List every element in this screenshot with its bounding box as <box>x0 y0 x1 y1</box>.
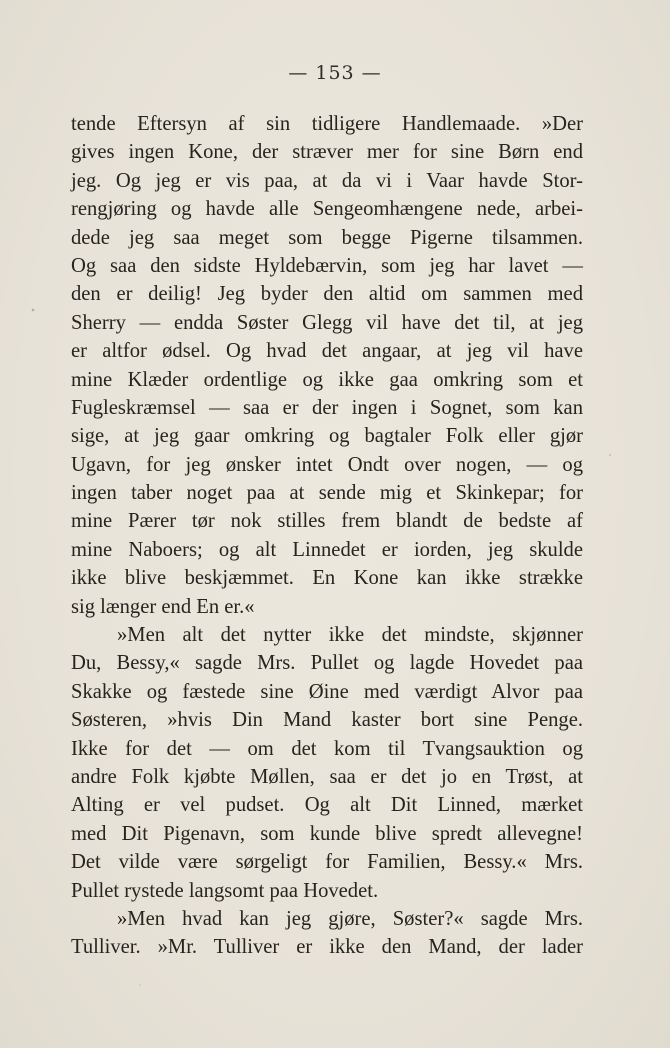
text-line: mine Pærer tør nok stilles frem blandt de bedste af <box>71 510 583 533</box>
text-line: Alting er vel pudset. Og alt Dit Linned, mærket <box>71 794 583 817</box>
text-line: mine Klæder ordentlige og ikke gaa omkring som et <box>71 368 583 391</box>
text-line: tende Eftersyn af sin tidligere Handlemaade. »Der <box>71 113 583 135</box>
text-line: med Dit Pigenavn, som kunde blive spredt allevegne! <box>71 822 583 845</box>
text-line: »Men alt det nytter ikke det mindste, skjønner <box>117 624 583 647</box>
text-line: rengjøring og havde alle Sengeomhængene nede, arbei- <box>71 198 583 221</box>
text-line: er altfor ødsel. Og hvad det angaar, at jeg vil have <box>71 340 583 363</box>
text-line: den er deilig! Jeg byder den altid om sammen med <box>71 283 583 306</box>
text-line: mine Naboers; og alt Linnedet er iorden, jeg skulde <box>71 538 583 561</box>
body-text <box>71 110 583 962</box>
text-line: Du, Bessy,« sagde Mrs. Pullet og lagde Hovedet paa <box>71 652 583 675</box>
text-line: Tulliver. »Mr. Tulliver er ikke den Mand, der lader <box>71 936 583 959</box>
text-line: »Men hvad kan jeg gjøre, Søster?« sagde Mrs. <box>117 907 583 930</box>
text-line: andre Folk kjøbte Møllen, saa er det jo en Trøst, at <box>71 765 583 788</box>
text-line: Ugavn, for jeg ønsker intet Ondt over nogen, — og <box>71 453 583 476</box>
page-number: — 153 — <box>288 62 382 84</box>
text-line: Søsteren, »hvis Din Mand kaster bort sine Penge. <box>71 709 583 732</box>
text-line: Fugleskræmsel — saa er der ingen i Sognet, som kan <box>71 396 583 419</box>
text-line: Og saa den sidste Hyldebærvin, som jeg har lavet — <box>71 254 583 277</box>
text-line: Skakke og fæstede sine Øine med værdigt Alvor paa <box>71 680 583 703</box>
text-line: dede jeg saa meget som begge Pigerne tilsammen. <box>71 226 583 249</box>
text-line: Det vilde være sørgeligt for Familien, Bessy.« Mrs. <box>71 851 583 874</box>
text-line: sig længer end En er.« <box>71 595 255 618</box>
text-line: jeg. Og jeg er vis paa, at da vi i Vaar havde Stor- <box>71 169 583 192</box>
text-line: Ikke for det — om det kom til Tvangsauktion og <box>71 737 583 760</box>
text-line: Sherry — endda Søster Glegg vil have det til, at jeg <box>71 311 583 334</box>
text-line: Pullet rystede langsomt paa Hovedet. <box>71 879 379 902</box>
text-line: sige, at jeg gaar omkring og bagtaler Folk eller gjør <box>71 425 583 448</box>
text-line: ingen taber noget paa at sende mig et Skinkepar; for <box>71 482 583 505</box>
text-line: gives ingen Kone, der stræver mer for sine Børn end <box>71 141 583 164</box>
text-line: ikke blive beskjæmmet. En Kone kan ikke strække <box>71 567 583 590</box>
